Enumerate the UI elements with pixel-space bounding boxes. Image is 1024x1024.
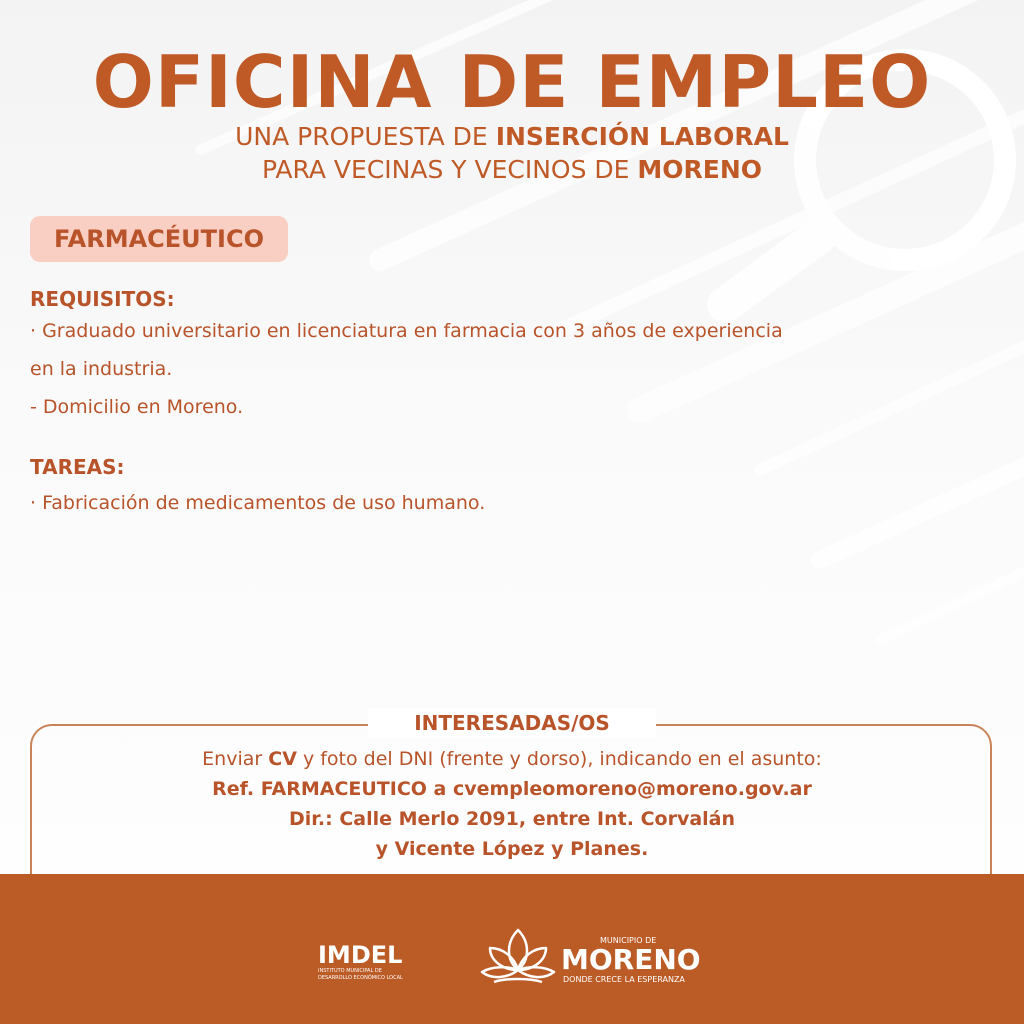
subtitle-text: UNA PROPUESTA DE [235, 122, 496, 151]
municipio-label: MUNICIPIO DE [600, 936, 657, 945]
imdel-subtitle-line: INSTITUTO MUNICIPAL DE [318, 968, 382, 974]
moreno-logo-text: MORENO [561, 943, 701, 976]
page-title: OFICINA DE EMPLEO [92, 40, 932, 124]
imdel-logo-subtitle [318, 968, 428, 982]
contact-text: Enviar [202, 748, 269, 770]
tareas-heading: TAREAS: [30, 455, 125, 479]
subtitle-line-2 [0, 153, 1024, 186]
requisitos-line: - Domicilio en Moreno. [30, 396, 244, 418]
subtitle-line-1 [0, 120, 1024, 153]
contact-instructions [0, 745, 1024, 773]
contact-address-line: y Vicente López y Planes. [375, 838, 649, 860]
imdel-logo: IMDEL [318, 941, 403, 969]
contact-address-line: Dir.: Calle Merlo 2091, entre Int. Corvalán [288, 808, 736, 830]
subtitle-text: PARA VECINAS Y VECINOS DE [261, 155, 638, 184]
contact-text: y foto del DNI (frente y dorso), indicando en el asunto: [296, 748, 822, 770]
moreno-tagline: DONDE CRECE LA ESPERANZA [563, 975, 685, 984]
contact-email-line: Ref. FARMACEUTICO a cvempleomoreno@moreno.gov.ar [212, 778, 812, 800]
requisitos-line: · Graduado universitario en licenciatura en farmacia con 3 años de experiencia [30, 320, 783, 342]
imdel-subtitle-line: DESARROLLO ECONÓMICO LOCAL [318, 975, 403, 981]
tareas-line: · Fabricación de medicamentos de uso humano. [30, 492, 486, 514]
contact-heading: INTERESADAS/OS [368, 708, 656, 738]
subtitle-emphasis: MORENO [637, 155, 763, 184]
page-subtitle [0, 120, 1024, 186]
job-title-badge: FARMACÉUTICO [30, 216, 288, 262]
contact-cv: CV [268, 748, 297, 770]
requisitos-line: en la industria. [30, 358, 173, 380]
lotus-logo-icon [478, 926, 558, 988]
requisitos-heading: REQUISITOS: [30, 287, 175, 311]
subtitle-emphasis: INSERCIÓN LABORAL [495, 122, 789, 151]
